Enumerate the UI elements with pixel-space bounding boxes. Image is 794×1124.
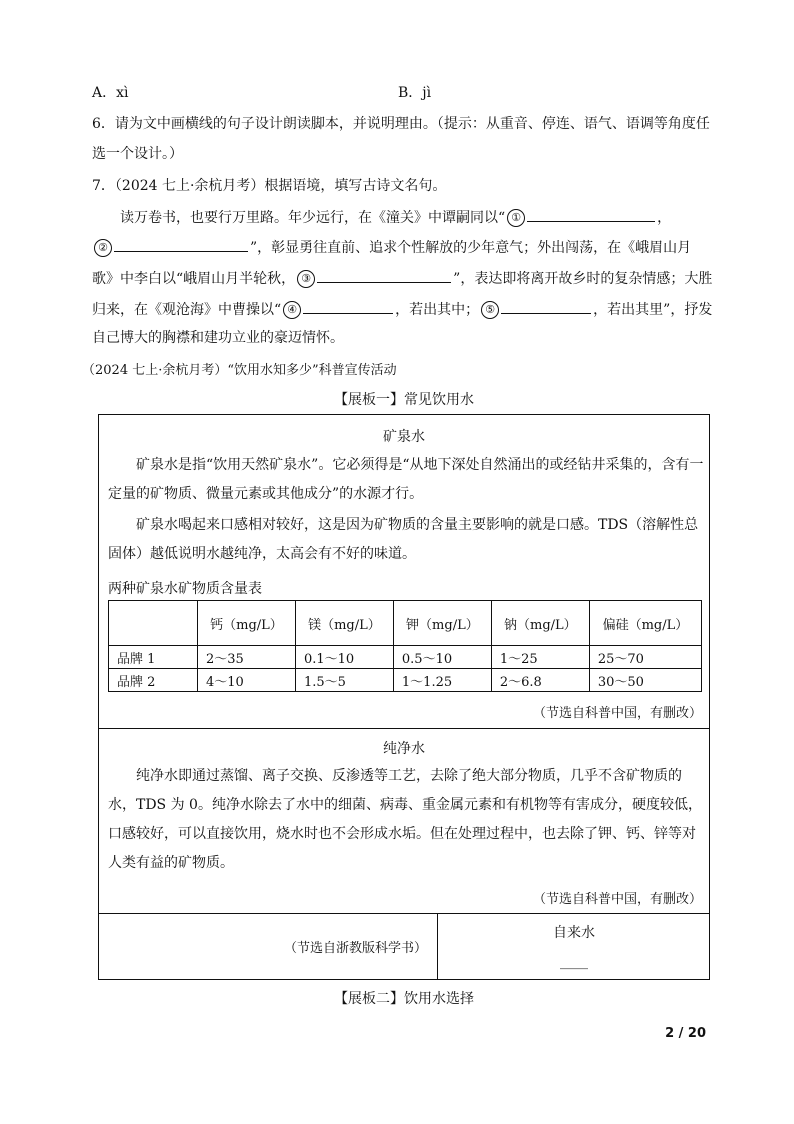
mineral-water-para1: 矿泉水是指“饮用天然矿泉水”。它必须得是“从地下深处自然涌出的或经钻井采集的，含有一定量的矿物质、微量元素或其他成分”的水源才行。 [108,457,704,502]
question-6-line2: 选一个设计。） [92,146,183,162]
table-cell: 品牌 1 [109,646,198,669]
board2-title: 【展板二】饮用水选择 [334,991,474,1007]
table-cell: 2～6.8 [491,669,589,692]
mineral-content-table [108,600,702,692]
tap-water-heading: 自来水 [553,925,595,941]
board1-title: 【展板一】常见饮用水 [334,392,474,408]
mineral-water-para2: 矿泉水喝起来口感相对较好，这是因为矿物质的含量主要影响的就是口感。TDS（溶解性总固体）越低说明水越纯净，太高会有不好的味道。 [108,517,699,562]
table-cell: 30～50 [589,669,701,692]
table-cell: 25～70 [589,646,701,669]
answer-blank-1[interactable] [527,205,655,222]
table-header-cell: 钾（mg/L） [393,601,491,646]
table-cell: 品牌 2 [109,669,198,692]
table-header-cell: 偏硅（mg/L） [589,601,701,646]
table-header-cell: 钠（mg/L） [491,601,589,646]
blank-marker-4: ④ [283,301,301,319]
question-7-header: 7．（2024 七上·余杭月考）根据语境，填写古诗文名句。 [92,178,447,194]
section-divider-2 [98,913,710,914]
answer-blank-2[interactable] [114,235,248,252]
answer-blank-3[interactable] [317,266,451,283]
table-cell: 1～25 [491,646,589,669]
pure-water-heading: 纯净水 [383,741,425,757]
section-divider-1 [98,728,710,729]
page-number: 2 / 20 [665,1026,706,1041]
table-cell: 1.5～5 [295,669,393,692]
science-book-source: （节选自浙教版科学书） [284,941,428,956]
table-cell: 0.5～10 [393,646,491,669]
option-a: A．xì [92,85,129,101]
table-row [109,669,702,692]
table-cell: 1～1.25 [393,669,491,692]
pure-water-para: 纯净水即通过蒸馏、离子交换、反渗透等工艺，去除了绝大部分物质，几乎不含矿物质的水，TDS 为 0。纯净水除去了水中的细菌、病毒、重金属元素和有机物等有害成分，硬度较低，口感较好，可以直接饮用，烧水时也不会形成水垢。但在处理过程中，也去除了钾、钙、锌等对人类有益的矿物质。 [108,768,702,871]
question-7-line1: 读万卷书，也要行万里路。年少远行，在《潼关》中谭嗣同以“ ① ， [120,205,671,228]
blank-marker-3: ③ [297,270,315,288]
blank-marker-5: ⑤ [481,301,499,319]
answer-blank-5[interactable] [501,297,591,314]
pure-source-note: （节选自科普中国，有删改） [532,892,702,907]
table-cell: 4～10 [198,669,296,692]
blank-marker-2: ② [94,239,112,257]
activity-title: （2024 七上·余杭月考）“饮用水知多少”科普宣传活动 [82,363,397,378]
table-cell: 2～35 [198,646,296,669]
tap-water-blank[interactable]: ____ [560,954,588,970]
mineral-water-heading: 矿泉水 [383,429,425,445]
question-6-line1: 6．请为文中画横线的句子设计朗读脚本，并说明理由。（提示：从重音、停连、语气、语调等角度任 [92,116,710,132]
mineral-source-note: （节选自科普中国，有删改） [532,706,702,721]
question-7-line2: ② ”，彰显勇往直前、追求个性解放的少年意气；外出闯荡，在《峨眉山月 [92,235,691,258]
table-row [109,646,702,669]
option-b: B．jì [398,85,432,101]
answer-blank-4[interactable] [303,297,393,314]
mineral-table-title: 两种矿泉水矿物质含量表 [108,581,262,597]
table-header-cell: 钙（mg/L） [198,601,296,646]
question-7-line3: 歌》中李白以“峨眉山月半轮秋， ③ ”，表达即将离开故乡时的复杂情感；大胜 [92,266,712,289]
question-7-line4: 归来，在《观沧海》中曹操以“ ④ ，若出其中； ⑤ ，若出其里”，抒发 [92,297,712,320]
question-7-line5: 自己博大的胸襟和建功立业的豪迈情怀。 [92,330,344,346]
blank-marker-1: ① [507,209,525,227]
table-cell: 0.1～10 [295,646,393,669]
table-header-row [109,601,702,646]
table-header-cell [109,601,198,646]
table-header-cell: 镁（mg/L） [295,601,393,646]
